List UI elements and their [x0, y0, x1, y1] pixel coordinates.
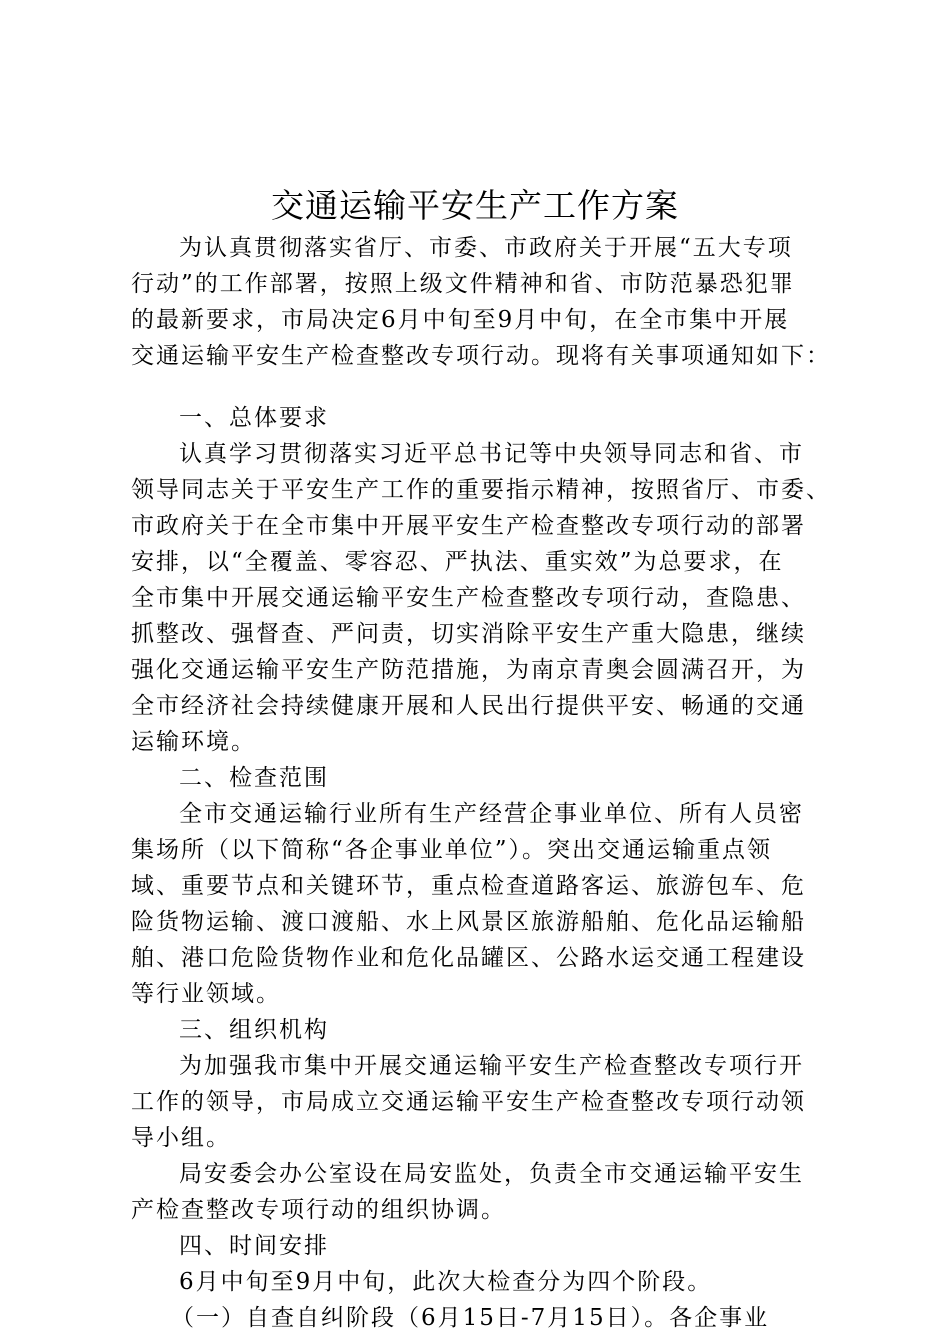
paragraph-line: 抓整改、强督查、严问责，切实消除平安生产重大隐患，继续 — [131, 621, 806, 647]
paragraph-line: 市政府关于在全市集中开展平安生产检查整改专项行动的部署 — [131, 513, 806, 539]
section-heading: 二、检查范围 — [179, 765, 329, 791]
document-title: 交通运输平安生产工作方案 — [271, 186, 679, 225]
paragraph-line: 安排，以“全覆盖、零容忍、严执法、重实效”为总要求，在 — [131, 549, 784, 575]
paragraph-line: 工作的领导，市局成立交通运输平安生产检查整改专项行动领 — [131, 1089, 806, 1115]
paragraph-line: 为加强我市集中开展交通运输平安生产检查整改专项行开 — [179, 1053, 804, 1079]
paragraph-line: 导小组。 — [131, 1125, 231, 1151]
document-body — [131, 230, 831, 1336]
paragraph-line: 等行业领域。 — [131, 981, 281, 1007]
paragraph-line: 认真学习贯彻落实习近平总书记等中央领导同志和省、市 — [179, 441, 804, 467]
paragraph-line: 产检查整改专项行动的组织协调。 — [131, 1197, 506, 1223]
paragraph-line: 交通运输平安生产检查整改专项行动。现将有关事项通知如下： — [131, 343, 831, 369]
paragraph-line: 强化交通运输平安生产防范措施，为南京青奥会圆满召开，为 — [131, 657, 806, 683]
paragraph-line: 为认真贯彻落实省厅、市委、市政府关于开展“五大专项 — [179, 235, 793, 261]
paragraph-gap — [131, 374, 821, 400]
paragraph-line: 全市集中开展交通运输平安生产检查整改专项行动，查隐患、 — [131, 585, 806, 611]
paragraph-line: 险货物运输、渡口渡船、水上风景区旅游船舶、危化品运输船 — [131, 909, 806, 935]
paragraph-line: 集场所（以下简称“各企事业单位”）。突出交通运输重点领 — [131, 837, 773, 863]
paragraph-line: 领导同志关于平安生产工作的重要指示精神，按照省厅、市委、 — [131, 477, 831, 503]
section-heading: 四、时间安排 — [179, 1233, 329, 1259]
section-heading: 一、总体要求 — [179, 405, 329, 431]
paragraph-line: 6月中旬至9月中旬，此次大检查分为四个阶段。 — [179, 1269, 713, 1295]
paragraph-line: （一）自查自纠阶段（6月15日-7月15日）。各企事业 — [171, 1305, 770, 1331]
paragraph-line: 舶、港口危险货物作业和危化品罐区、公路水运交通工程建设 — [131, 945, 806, 971]
paragraph-line: 运输环境。 — [131, 729, 256, 755]
paragraph-line: 域、重要节点和关键环节，重点检查道路客运、旅游包车、危 — [131, 873, 806, 899]
paragraph-line: 行动”的工作部署，按照上级文件精神和省、市防范暴恐犯罪 — [131, 271, 795, 297]
paragraph-line: 全市经济社会持续健康开展和人民出行提供平安、畅通的交通 — [131, 693, 806, 719]
paragraph-line: 局安委会办公室设在局安监处，负责全市交通运输平安生 — [179, 1161, 804, 1187]
paragraph-line: 全市交通运输行业所有生产经营企事业单位、所有人员密 — [179, 801, 804, 827]
section-heading: 三、组织机构 — [179, 1017, 329, 1043]
paragraph-line: 的最新要求，市局决定6月中旬至9月中旬，在全市集中开展 — [131, 307, 790, 333]
